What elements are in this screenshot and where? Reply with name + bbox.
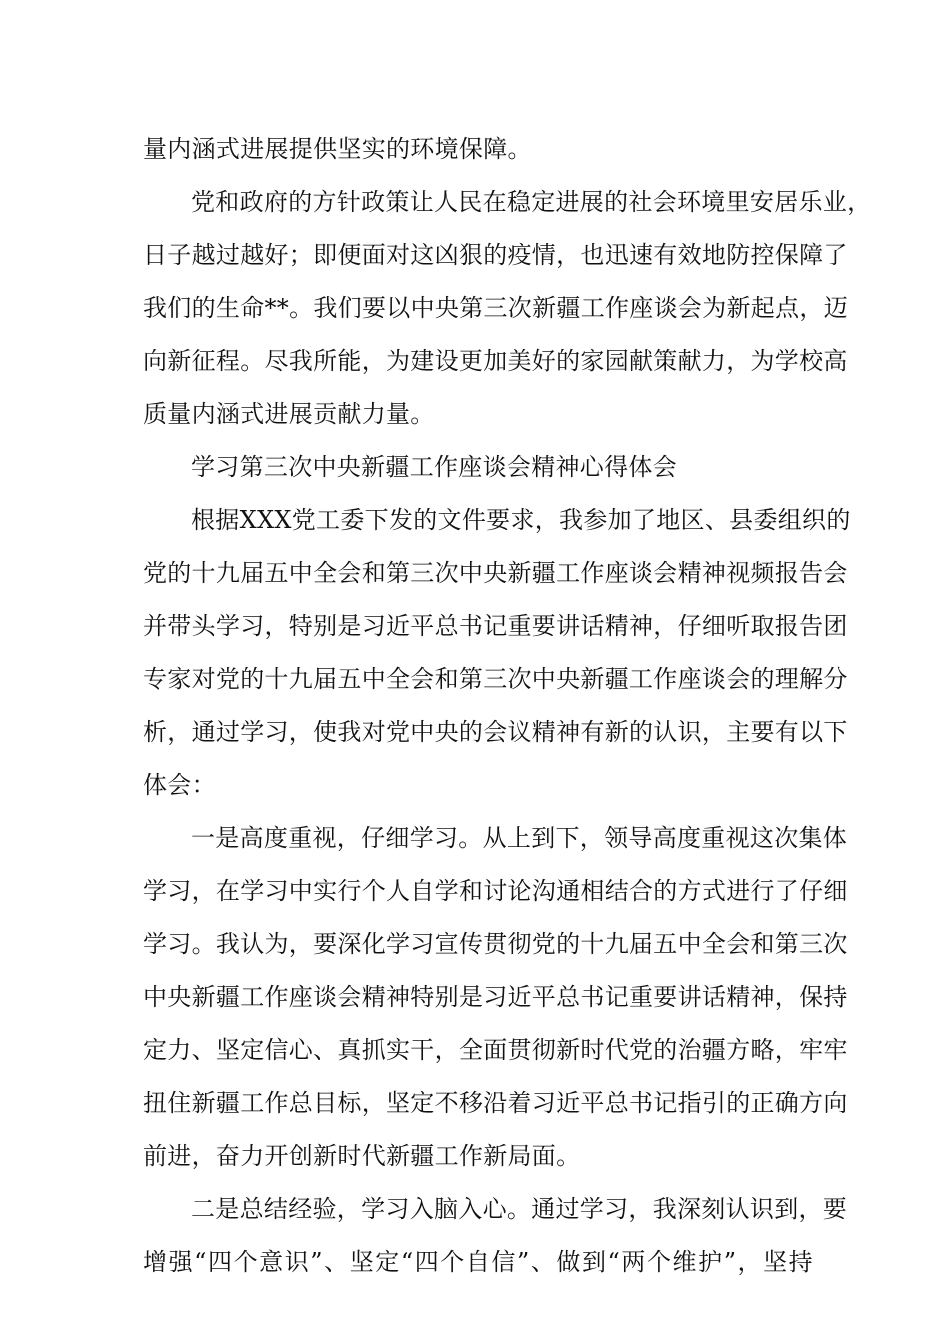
text-line: 学习，在学习中实行个人自学和讨论沟通相结合的方式进行了仔细	[143, 877, 848, 905]
text-line: 党的十九届五中全会和第三次中央新疆工作座谈会精神视频报告会	[143, 559, 848, 587]
text-line: 专家对党的十九届五中全会和第三次中央新疆工作座谈会的理解分	[143, 665, 848, 693]
text-line: 体会：	[143, 771, 216, 799]
text-line: 定力、坚定信心、真抓实干，全面贯彻新时代党的治疆方略，牢牢	[143, 1036, 848, 1064]
text-line: 中央新疆工作座谈会精神特别是习近平总书记重要讲话精神，保持	[143, 983, 848, 1011]
paragraph-first-line: 党和政府的方针政策让人民在稳定进展的社会环境里安居乐业，	[191, 188, 872, 216]
text-line: 并带头学习，特别是习近平总书记重要讲话精神，仔细听取报告团	[143, 612, 848, 640]
text-line: 量内涵式进展提供坚实的环境保障。	[143, 135, 532, 163]
text-line: 析，通过学习，使我对党中央的会议精神有新的认识，主要有以下	[143, 718, 848, 746]
text-line: 我们的生命**。我们要以中央第三次新疆工作座谈会为新起点，迈	[143, 294, 848, 322]
section-title: 学习第三次中央新疆工作座谈会精神心得体会	[191, 453, 677, 481]
text-line: 日子越过越好；即便面对这凶狠的疫情，也迅速有效地防控保障了	[143, 241, 848, 269]
text-line: 前进，奋力开创新时代新疆工作新局面。	[143, 1142, 581, 1170]
text-line: 学习。我认为，要深化学习宣传贯彻党的十九届五中全会和第三次	[143, 930, 848, 958]
text-line: 向新征程。尽我所能，为建设更加美好的家园献策献力，为学校高	[143, 347, 848, 375]
paragraph-first-line: 一是高度重视，仔细学习。从上到下，领导高度重视这次集体	[191, 824, 848, 852]
text-line: 扭住新疆工作总目标，坚定不移沿着习近平总书记指引的正确方向	[143, 1089, 848, 1117]
text-line: 增强“四个意识”、坚定“四个自信”、做到“两个维护”，坚持	[143, 1248, 813, 1276]
paragraph-first-line: 根据XXX党工委下发的文件要求，我参加了地区、县委组织的	[191, 506, 851, 534]
text-line: 质量内涵式进展贡献力量。	[143, 400, 435, 428]
paragraph-first-line: 二是总结经验，学习入脑入心。通过学习，我深刻认识到，要	[191, 1195, 848, 1223]
